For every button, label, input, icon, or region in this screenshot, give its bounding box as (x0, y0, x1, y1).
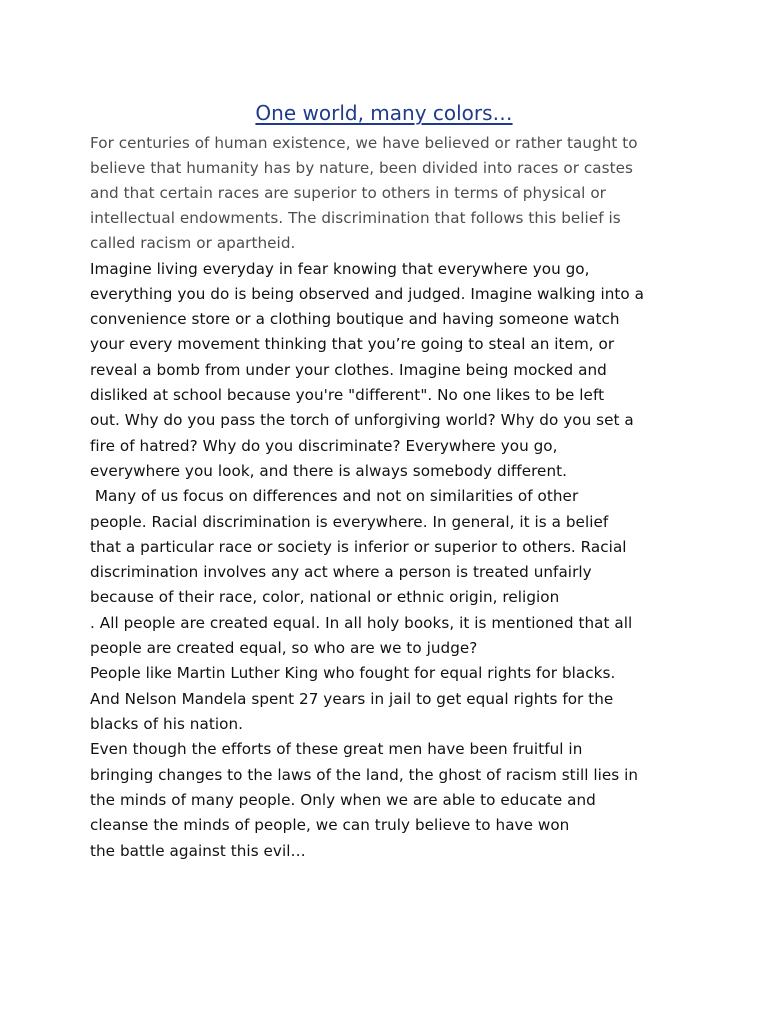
paragraph-leaders-line-3: blacks of his nation. (90, 715, 244, 733)
paragraph-conclusion-line-2: bringing changes to the laws of the land, the ghost of racism still lies in (90, 766, 639, 784)
paragraph-intro-line-5: called racism or apartheid. (90, 234, 296, 252)
paragraph-differences-line-6: . All people are created equal. In all holy books, it is mentioned that all (90, 614, 633, 632)
paragraph-imagine-line-8: fire of hatred? Why do you discriminate? Everywhere you go, (90, 437, 558, 455)
paragraph-intro-line-4: intellectual endowments. The discrimination that follows this belief is (90, 209, 621, 227)
paragraph-intro-line-3: and that certain races are superior to others in terms of physical or (90, 184, 606, 202)
paragraph-imagine-line-5: reveal a bomb from under your clothes. Imagine being mocked and (90, 361, 607, 379)
paragraph-conclusion-line-3: the minds of many people. Only when we are able to educate and (90, 791, 596, 809)
paragraph-imagine-line-9: everywhere you look, and there is always somebody different. (90, 462, 568, 480)
document-title: One world, many colors… (255, 101, 513, 125)
paragraph-intro-line-1: For centuries of human existence, we have believed or rather taught to (90, 134, 638, 152)
paragraph-imagine-line-1: Imagine living everyday in fear knowing that everywhere you go, (90, 260, 590, 278)
paragraph-imagine-line-2: everything you do is being observed and judged. Imagine walking into a (90, 285, 644, 303)
paragraph-differences-line-3: that a particular race or society is inferior or superior to others. Racial (90, 538, 627, 556)
paragraph-differences-line-4: discrimination involves any act where a person is treated unfairly (90, 563, 592, 581)
paragraph-differences-line-7: people are created equal, so who are we to judge? (90, 639, 478, 657)
paragraph-imagine-line-6: disliked at school because you're "different". No one likes to be left (90, 386, 605, 404)
paragraph-imagine-line-4: your every movement thinking that you’re going to steal an item, or (90, 335, 615, 353)
paragraph-conclusion-line-1: Even though the efforts of these great men have been fruitful in (90, 740, 583, 758)
paragraph-differences-line-1: Many of us focus on differences and not on similarities of other (90, 487, 579, 505)
paragraph-differences-line-5: because of their race, color, national or ethnic origin, religion (90, 588, 560, 606)
paragraph-imagine-line-3: convenience store or a clothing boutique and having someone watch (90, 310, 620, 328)
paragraph-leaders-line-2: And Nelson Mandela spent 27 years in jail to get equal rights for the (90, 690, 614, 708)
paragraph-conclusion-line-5: the battle against this evil… (90, 842, 306, 860)
paragraph-differences-line-2: people. Racial discrimination is everywhere. In general, it is a belief (90, 513, 609, 531)
paragraph-intro-line-2: believe that humanity has by nature, been divided into races or castes (90, 159, 633, 177)
paragraph-leaders-line-1: People like Martin Luther King who fought for equal rights for blacks. (90, 664, 616, 682)
paragraph-conclusion-line-4: cleanse the minds of people, we can truly believe to have won (90, 816, 570, 834)
paragraph-imagine-line-7: out. Why do you pass the torch of unforgiving world? Why do you set a (90, 411, 634, 429)
